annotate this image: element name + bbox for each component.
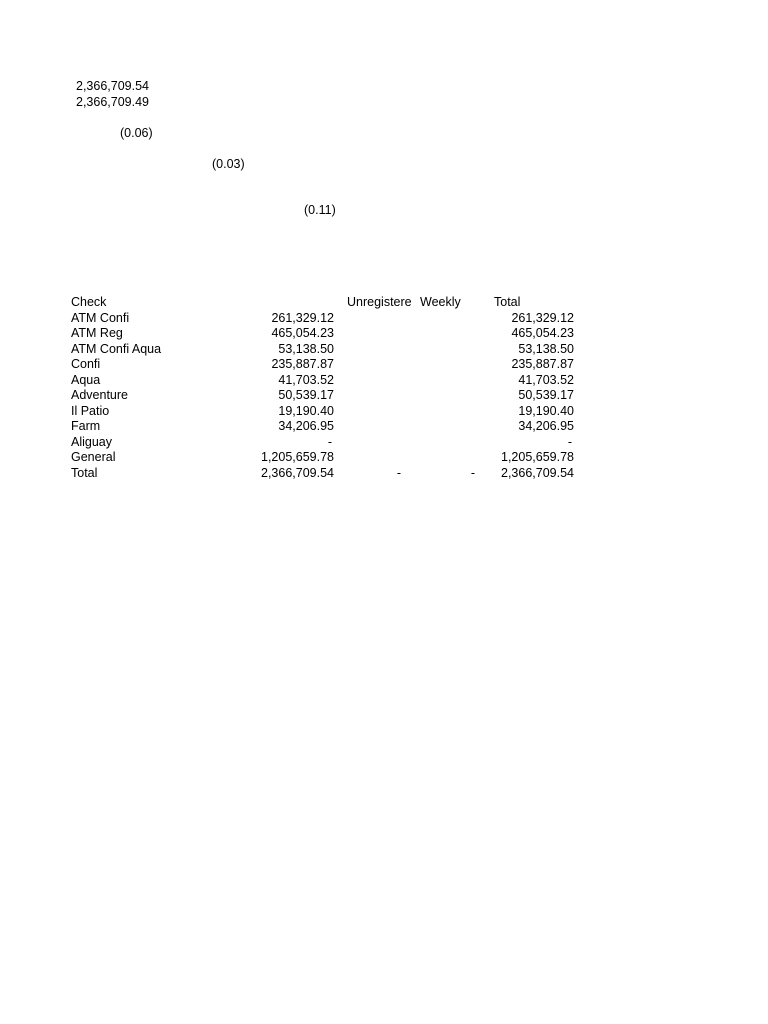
header-unregistered: Unregistere xyxy=(347,295,412,309)
row-check: 2,366,709.54 xyxy=(261,466,334,480)
row-label: Aqua xyxy=(71,373,101,387)
row-check: 53,138.50 xyxy=(278,342,334,356)
row-check: 1,205,659.78 xyxy=(261,450,334,464)
row-label: Aliguay xyxy=(71,435,112,449)
row-total: 34,206.95 xyxy=(518,419,574,433)
row-weekly: - xyxy=(470,466,475,480)
row-total: 41,703.52 xyxy=(518,373,574,387)
row-total: 19,190.40 xyxy=(518,404,574,418)
row-label: Farm xyxy=(71,419,101,433)
row-total: 53,138.50 xyxy=(518,342,574,356)
row-check: 50,539.17 xyxy=(278,388,334,402)
row-check: - xyxy=(327,435,332,449)
row-total: 235,887.87 xyxy=(511,357,574,371)
summary-diff-1: (0.06) xyxy=(120,126,153,140)
row-total: 465,054.23 xyxy=(511,326,574,340)
row-label: ATM Confi xyxy=(71,311,130,325)
row-total: 1,205,659.78 xyxy=(501,450,574,464)
row-unregistered: - xyxy=(396,466,401,480)
row-label: Confi xyxy=(71,357,101,371)
row-label: ATM Reg xyxy=(71,326,123,340)
row-check: 261,329.12 xyxy=(271,311,334,325)
header-check: Check xyxy=(71,295,107,309)
summary-diff-2: (0.03) xyxy=(212,157,245,171)
row-check: 34,206.95 xyxy=(278,419,334,433)
row-check: 235,887.87 xyxy=(271,357,334,371)
header-weekly: Weekly xyxy=(420,295,461,309)
row-label: Total xyxy=(71,466,98,480)
row-total: - xyxy=(567,435,572,449)
summary-value-1: 2,366,709.54 xyxy=(76,79,149,93)
row-label: General xyxy=(71,450,116,464)
row-check: 465,054.23 xyxy=(271,326,334,340)
row-total: 2,366,709.54 xyxy=(501,466,574,480)
row-label: Adventure xyxy=(71,388,128,402)
summary-value-2: 2,366,709.49 xyxy=(76,95,149,109)
row-label: ATM Confi Aqua xyxy=(71,342,162,356)
row-check: 41,703.52 xyxy=(278,373,334,387)
summary-diff-3: (0.11) xyxy=(304,203,336,217)
row-check: 19,190.40 xyxy=(278,404,334,418)
row-total: 261,329.12 xyxy=(511,311,574,325)
row-total: 50,539.17 xyxy=(518,388,574,402)
header-total: Total xyxy=(494,295,521,309)
row-label: Il Patio xyxy=(71,404,110,418)
